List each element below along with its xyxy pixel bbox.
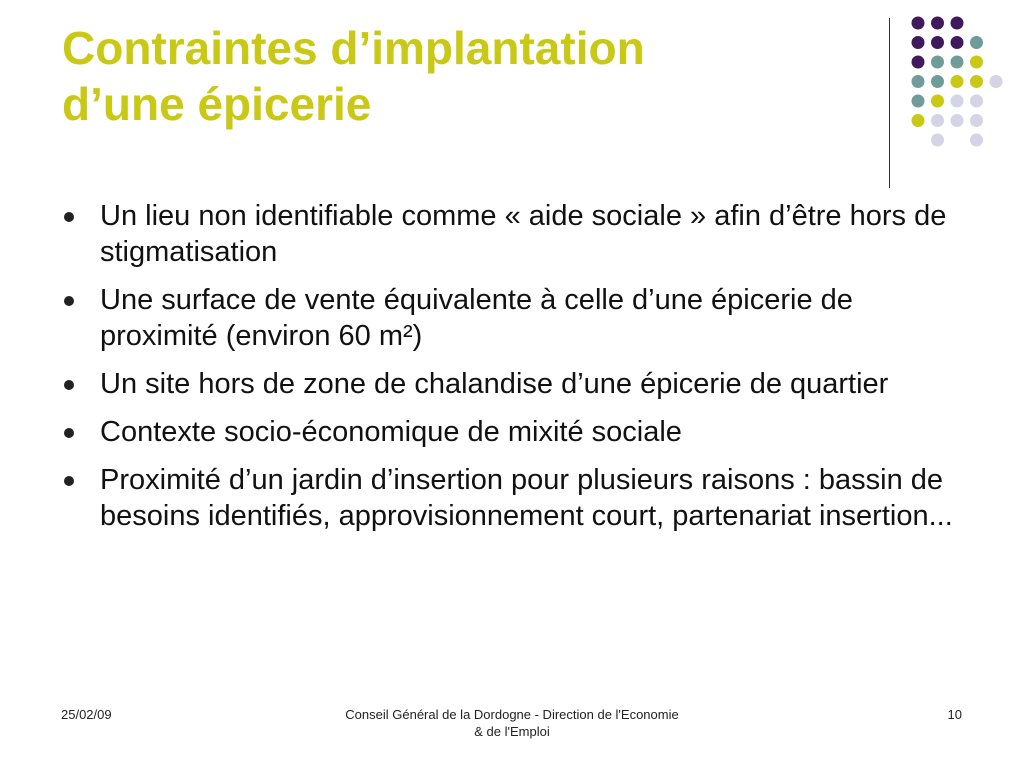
- decorative-dot: [970, 114, 983, 127]
- bullet-text: Un lieu non identifiable comme « aide sociale » afin d’être hors de stigmatisation: [100, 200, 947, 268]
- decorative-dot: [951, 95, 964, 108]
- bullet-dot-icon: [64, 428, 74, 438]
- vertical-divider: [889, 18, 890, 188]
- decorative-dot: [970, 56, 983, 69]
- bullet-item: [62, 462, 962, 534]
- decorative-dot: [931, 36, 944, 49]
- decorative-dot: [951, 114, 964, 127]
- bullet-text: Contexte socio-économique de mixité sociale: [100, 416, 682, 448]
- decorative-dot: [951, 36, 964, 49]
- decorative-dot: [912, 114, 925, 127]
- decorative-dot: [951, 17, 964, 30]
- decorative-dot: [912, 95, 925, 108]
- bullet-text: Une surface de vente équivalente à celle d’une épicerie de proximité (environ 60 m²): [100, 284, 853, 352]
- decorative-dot: [931, 134, 944, 147]
- footer-organization: Conseil Général de la Dordogne - Direction de l'Economie & de l'Emploi: [345, 707, 679, 739]
- decorative-dot: [951, 56, 964, 69]
- decorative-dot: [931, 75, 944, 88]
- bullet-list: [62, 198, 962, 546]
- bullet-dot-icon: [64, 212, 74, 222]
- decorative-dot: [931, 17, 944, 30]
- decorative-dot-grid: [0, 0, 1024, 200]
- bullet-dot-icon: [64, 380, 74, 390]
- bullet-item: [62, 414, 962, 450]
- decorative-dot: [931, 95, 944, 108]
- footer-page-number: 10: [947, 707, 962, 722]
- decorative-dot: [912, 56, 925, 69]
- decorative-dot: [912, 75, 925, 88]
- bullet-item: [62, 282, 962, 354]
- decorative-dot: [912, 36, 925, 49]
- title-line-2: d’une épicerie: [62, 78, 372, 130]
- decorative-dot: [970, 36, 983, 49]
- bullet-item: [62, 366, 962, 402]
- decorative-dot: [970, 75, 983, 88]
- decorative-dot: [912, 17, 925, 30]
- decorative-dot: [970, 95, 983, 108]
- bullet-item: [62, 198, 962, 270]
- decorative-dot: [931, 56, 944, 69]
- decorative-dot: [951, 75, 964, 88]
- footer-date: 25/02/09: [61, 707, 112, 722]
- title-line-1: Contraintes d’implantation: [62, 22, 645, 74]
- bullet-dot-icon: [64, 296, 74, 306]
- decorative-dot: [931, 114, 944, 127]
- bullet-text: Proximité d’un jardin d’insertion pour plusieurs raisons : bassin de besoins identifiés, approvisionnement court, partenariat insertion...: [100, 464, 953, 532]
- bullet-dot-icon: [64, 476, 74, 486]
- bullet-text: Un site hors de zone de chalandise d’une épicerie de quartier: [100, 368, 889, 400]
- decorative-dot: [990, 75, 1003, 88]
- decorative-dot: [970, 134, 983, 147]
